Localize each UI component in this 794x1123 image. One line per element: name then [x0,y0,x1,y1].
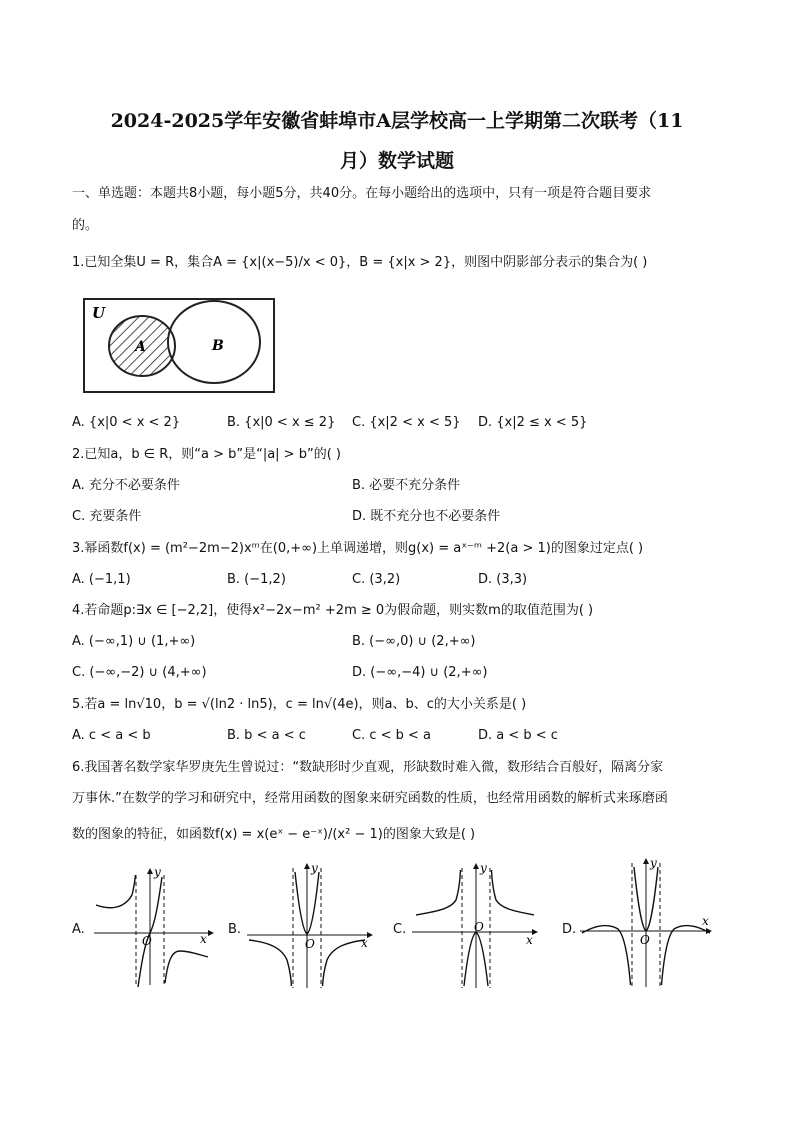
q3-option-b[interactable]: B. (−1,2) [227,572,286,587]
q4-option-d[interactable]: D. (−∞,−4) ∪ (2,+∞) [352,665,488,680]
q5-option-d[interactable]: D. a < b < c [478,728,558,743]
y-axis-label: y [154,865,161,879]
q6-graph-a[interactable] [90,865,215,990]
q6-stem-line1: 6.我国著名数学家华罗庚先生曾说过：“数缺形时少直观，形缺数时难入微，数形结合百般好，隔离分家 [72,760,664,775]
q6-stem-line3: 数的图象的特征，如函数f(x) = x(eˣ − e⁻ˣ)/(x² − 1)的图象大致是( ) [72,827,476,842]
q6-graph-b[interactable] [245,860,375,990]
q6-graph-c[interactable] [410,860,540,990]
origin-label: O [142,934,152,948]
section-heading: 一、单选题：本题共8小题，每小题5分，共40分。在每小题给出的选项中，只有一项是符合题目要求 [72,186,652,201]
q1-stem: 1.已知全集U = R，集合A = {x|(x−5)/x < 0}，B = {x|x > 2}，则图中阴影部分表示的集合为( ) [72,255,648,270]
q6-stem-line2: 万事休.”在数学的学习和研究中，经常用函数的图象来研究函数的性质，也经常用函数的解析式来琢磨函 [72,791,668,806]
curve-right-branch [165,951,208,983]
venn-label-b: B [212,338,224,354]
origin-label: O [305,937,315,951]
q5-option-a[interactable]: A. c < a < b [72,728,151,743]
origin-label: O [474,920,484,934]
q5-option-c[interactable]: C. c < b < a [352,728,432,743]
q3-option-d[interactable]: D. (3,3) [478,572,528,587]
exam-title-line2: 月）数学试题 [339,150,454,172]
q3-option-a[interactable]: A. (−1,1) [72,572,131,587]
q3-option-c[interactable]: C. (3,2) [352,572,401,587]
q2-option-b[interactable]: B. 必要不充分条件 [352,478,461,493]
q2-option-a[interactable]: A. 充分不必要条件 [72,478,180,493]
q2-option-d[interactable]: D. 既不充分也不必要条件 [352,509,501,524]
curve-right-branch [492,870,535,915]
q1-option-a[interactable]: A. {x|0 < x < 2} [72,415,181,430]
exam-title-line1: 2024-2025学年安徽省蚌埠市A层学校高一上学期第二次联考（11 [110,110,684,132]
q5-stem: 5.若a = ln√10，b = √(ln2 · ln5)，c = ln√(4e)，则a、b、c的大小关系是( ) [72,697,527,712]
curve-left-branch [96,875,136,908]
venn-label-a: A [135,339,146,355]
q4-stem: 4.若命题p:∃x ∈ [−2,2]，使得x²−2x−m² +2m ≥ 0为假命题，则实数m的取值范围为( ) [72,603,594,618]
x-axis-label: x [526,933,533,947]
q4-option-c[interactable]: C. (−∞,−2) ∪ (4,+∞) [72,665,207,680]
curve-right-branch [662,926,711,985]
q2-stem: 2.已知a，b ∈ R，则“a > b”是“|a| > b”的( ) [72,447,341,462]
q1-option-d[interactable]: D. {x|2 ≤ x < 5} [478,415,588,430]
q6-graph-d[interactable] [578,855,718,990]
y-axis-label: y [311,861,318,875]
q3-stem: 3.幂函数f(x) = (m²−2m−2)xᵐ在(0,+∞)上单调递增，则g(x) = aˣ⁻ᵐ +2(a > 1)的图象过定点( ) [72,541,644,556]
origin-label: O [640,933,650,947]
curve-left-branch [582,926,631,985]
venn-diagram [80,296,280,394]
q1-option-c[interactable]: C. {x|2 < x < 5} [352,415,461,430]
curve-left-branch [249,940,292,986]
section-heading-cont: 的。 [72,218,99,233]
venn-label-u: U [92,304,106,322]
x-axis-label: x [702,914,709,928]
q6-option-c-label[interactable]: C. [393,922,407,937]
x-axis-label: x [361,936,368,950]
q4-option-b[interactable]: B. (−∞,0) ∪ (2,+∞) [352,634,476,649]
q5-option-b[interactable]: B. b < a < c [227,728,306,743]
q6-option-d-label[interactable]: D. [562,922,577,937]
q6-option-a-label[interactable]: A. [72,922,85,937]
y-axis-label: y [480,861,487,875]
q6-option-b-label[interactable]: B. [228,922,242,937]
x-axis-label: x [200,932,207,946]
curve-left-branch [416,870,461,915]
y-axis-label: y [650,856,657,870]
q4-option-a[interactable]: A. (−∞,1) ∪ (1,+∞) [72,634,196,649]
q1-option-b[interactable]: B. {x|0 < x ≤ 2} [227,415,336,430]
q2-option-c[interactable]: C. 充要条件 [72,509,142,524]
curve-right-branch [323,940,366,986]
